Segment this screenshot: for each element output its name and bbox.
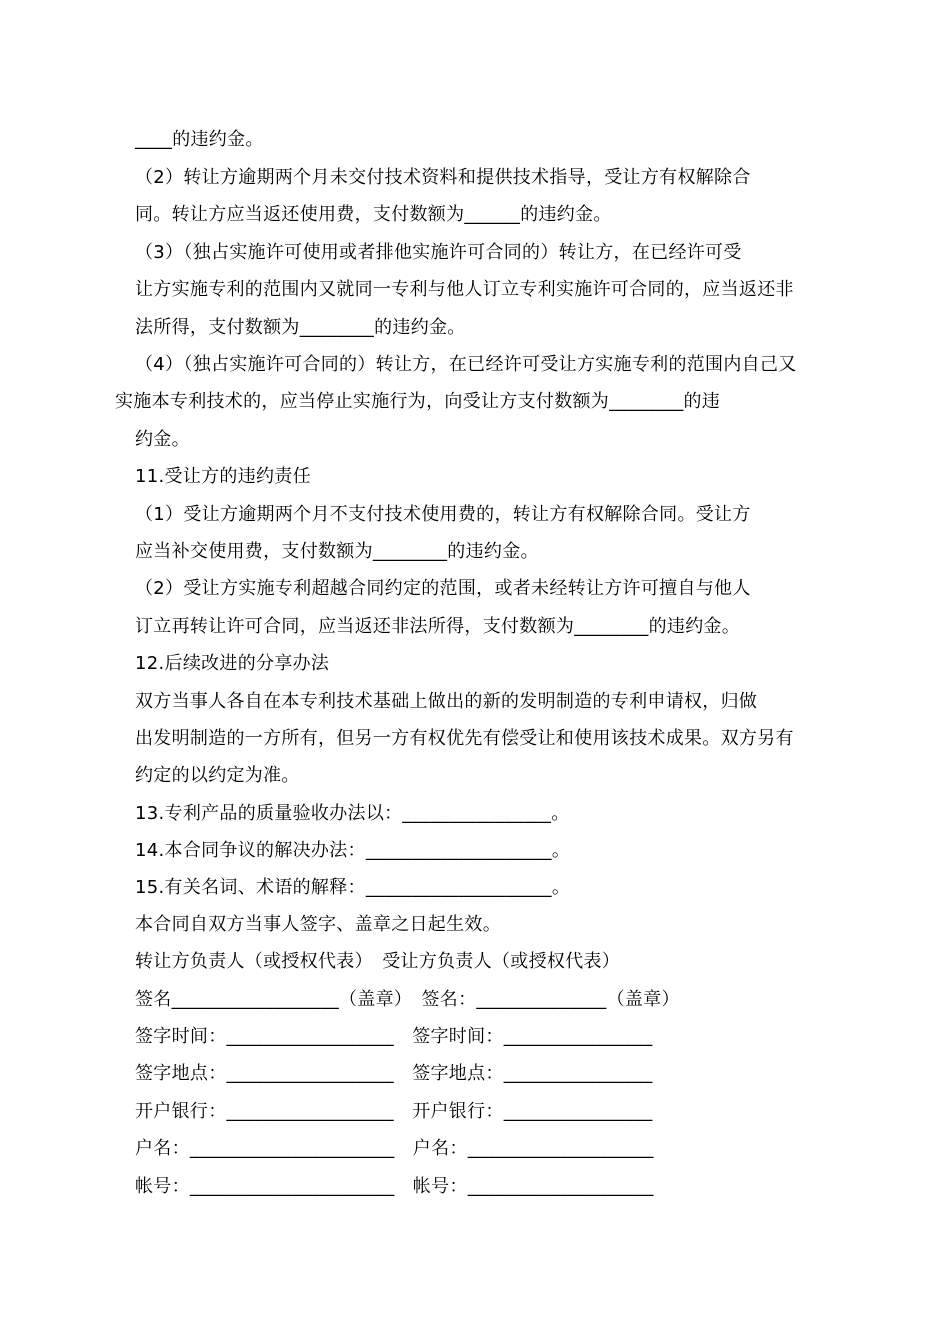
section-heading: 11.受让方的违约责任 [135,466,311,487]
text-line: 14.本合同争议的解决办法：____________________。 [135,840,571,861]
text-line: （2）转让方逾期两个月未交付技术资料和提供技术指导，受让方有权解除合 [135,167,751,188]
signature-line: 签名__________________（盖章） 签名：______________（盖章） [135,989,680,1010]
section-heading: 12.后续改进的分享办法 [135,653,330,674]
text-line: （1）受让方逾期两个月不支付技术使用费的，转让方有权解除合同。受让方 [135,504,751,525]
text-line: 实施本专利技术的，应当停止实施行为，向受让方支付数额为________的违 [115,391,721,412]
signature-header: 转让方负责人（或授权代表） 受让方负责人（或授权代表） [135,951,621,972]
text-line: 让方实施专利的范围内又就同一专利与他人订立专利实施许可合同的，应当返还非 [135,279,794,300]
text-line: （4）（独占实施许可合同的）转让方，在已经许可受让方实施专利的范围内自己又 [135,354,797,375]
text-line: 法所得，支付数额为________的违约金。 [135,317,466,338]
account-name-line: 户名：______________________ 户名：____________________ [135,1138,654,1159]
text-line: 本合同自双方当事人签字、盖章之日起生效。 [135,914,501,935]
text-line: 13.专利产品的质量验收办法以：________________。 [135,803,570,824]
text-line: 应当补交使用费，支付数额为________的违约金。 [135,541,539,562]
text-line: 订立再转让许可合同，应当返还非法所得，支付数额为________的违约金。 [135,616,741,637]
text-line: 出发明制造的一方所有，但另一方有权优先有偿受让和使用该技术成果。双方另有 [135,728,794,749]
text-line: 约金。 [135,429,190,450]
text-line: ____的违约金。 [135,129,264,150]
text-line: 约定的以约定为准。 [135,765,300,786]
text-line: 同。转让方应当返还使用费，支付数额为______的违约金。 [135,204,612,225]
signature-time-line: 签字时间：__________________ 签字时间：________________ [135,1026,653,1047]
signature-place-line: 签字地点：__________________ 签字地点：________________ [135,1063,653,1084]
text-line: （3）（独占实施许可使用或者排他实施许可合同的）转让方，在已经许可受 [135,242,742,263]
account-number-line: 帐号：______________________ 帐号：____________________ [135,1176,654,1197]
text-line: （2）受让方实施专利超越合同约定的范围，或者未经转让方许可擅自与他人 [135,578,751,599]
text-line: 15.有关名词、术语的解释：____________________。 [135,877,571,898]
bank-line: 开户银行：__________________ 开户银行：________________ [135,1101,653,1122]
text-line: 双方当事人各自在本专利技术基础上做出的新的发明制造的专利申请权，归做 [135,691,758,712]
